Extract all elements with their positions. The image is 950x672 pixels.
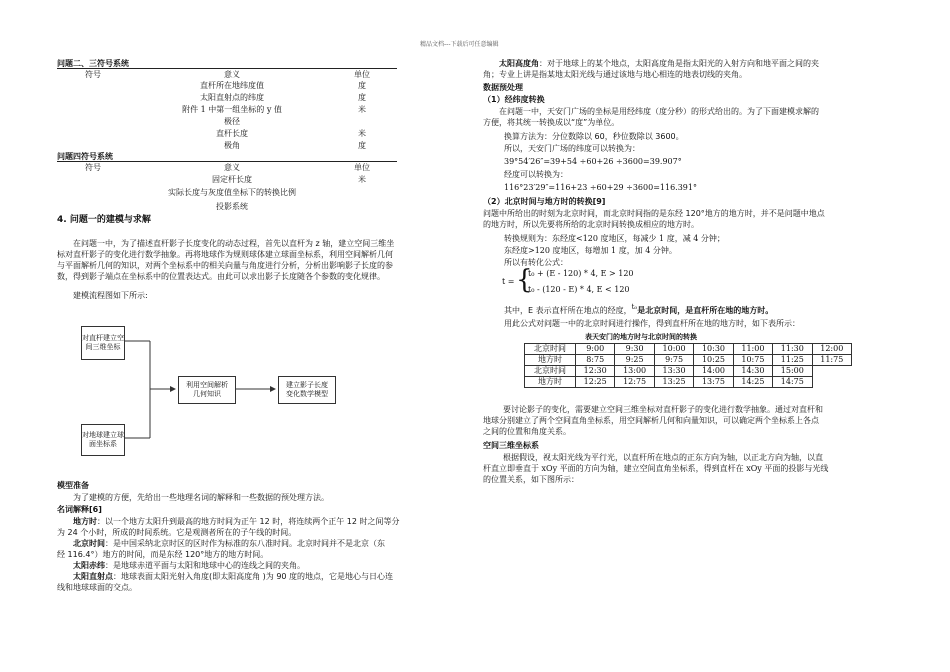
table-row: 北京时间 12:30 13:00 13:30 14:00 14:30 15:00 <box>525 366 852 377</box>
lat-lon-conversion-title: （1）经纬度转换 <box>483 95 545 104</box>
conversion-method: 换算方法为：分位数除以 60，秒位数除以 3600。 <box>504 132 684 141</box>
formula-case-2: t₀ - (120 - E) * 4, E < 120 <box>528 285 630 294</box>
page-header: 精品文档---下载后可任意编辑 <box>420 41 499 48</box>
formula-explanation: 其中，E 表示直杆所在地点的经度，t₀是北京时间，是直杆所在地的地方时。 <box>504 303 774 315</box>
table-row-meaning: 直杆所在地纬度值 <box>200 81 264 90</box>
conversion-rule-1: 转换规则为：东经度<120 度地区，每减少 1 度，减 4 分钟； <box>504 234 725 243</box>
time-conversion-title: （2）北京时间与地方时的转换[9] <box>483 197 606 206</box>
piecewise-formula <box>502 267 662 299</box>
list-item: 地方时：以一个地方太阳升到最高的地方时间为正午 12 时，将连续两个正午 12 时之间等分 <box>73 517 400 526</box>
longitude-formula: 116°23′29″=116+23 ÷60+29 ÷3600=116.391° <box>504 183 697 192</box>
space-3d-title: 空间三维坐标系 <box>483 441 539 450</box>
list-item: 太阳赤纬：是地球赤道平面与太阳和地球中心的连线之间的夹角。 <box>73 561 305 570</box>
longitude-intro: 经度可以转换为： <box>504 170 568 179</box>
table-row-unit: 米 <box>358 175 366 184</box>
section-title: 4. 问题一的建模与求解 <box>57 215 151 225</box>
flow-caption: 建模流程图如下所示: <box>73 291 148 300</box>
formula-lhs: t = <box>502 277 515 286</box>
table-row-meaning: 直杆长度 <box>216 129 248 138</box>
space-3d-paragraph: 根据假设，视太阳光线为平行光，以直杆所在地点的正东方向为轴，以正北方向为轴，以直 杆直立即垂直于 xOy 平面的方向为轴，建立空间直角坐标系，得到直杆在 xOy 平面的投影与光线 的位置关系，如下图所示： <box>483 453 829 484</box>
left-brace: { <box>516 265 533 295</box>
flow-box-analytic-geometry: 利用空间解析 几何知识 <box>178 376 236 404</box>
header-meaning: 意义 <box>224 70 240 79</box>
lat-lon-paragraph: 在问题一中，天安门广场的坐标是用经纬度（度分秒）的形式给出的。为了下面建模求解的 方便，将其统一转换成以“度”为单位。 <box>483 107 819 127</box>
q4-symbol-table <box>57 162 397 214</box>
list-item: 北京时间：是中国采纳北京时区的区时作为标准的东八准时间。北京时间并不是北京（东 <box>73 539 385 548</box>
apply-text: 用此公式对问题一中的北京时间进行操作，得到直杆所在地的地方时，如下表所示： <box>504 319 800 328</box>
header-symbol: 符号 <box>85 70 101 79</box>
table-row-unit: 度 <box>358 81 366 90</box>
solar-altitude-definition: 太阳高度角：对于地球上的某个地点，太阳高度角是指太阳光的入射方向和地平面之间的夹 角；专业上讲是指某地太阳光线与通过该地与地心相连的地表切线的夹角。 <box>483 59 819 79</box>
flow-box-earth-sphere: 对地球建立球 面坐标系 <box>81 424 125 456</box>
model-prep-text: 为了建模的方便，先给出一些地理名词的解释和一些数据的预处理方法。 <box>73 493 329 502</box>
table-row-meaning: 附件 1 中第一组坐标的 y 值 <box>182 105 282 114</box>
table-caption: 表天安门的地方时与北京时间的转换 <box>585 333 697 341</box>
table-row: 地方时 8:75 9:25 9:75 10:25 10:75 11:25 11:75 <box>525 355 852 366</box>
table-row-unit: 度 <box>358 93 366 102</box>
coordinate-paragraph: 要讨论影子的变化，需要建立空间三维坐标对直杆影子的变化进行数学抽象。通过对直杆和 地球分别建立了两个空间直角坐标系，用空间解析几何和向量知识，可以确定两个坐标系上各点 之间的位置和角度关系。 <box>483 405 823 436</box>
q2-symbol-table <box>57 69 397 149</box>
header-symbol: 符号 <box>85 163 101 172</box>
conversion-rule-2: 东经度>120 度地区，每增加 1 度，加 4 分钟。 <box>504 246 677 255</box>
data-preprocess-title: 数据预处理 <box>483 83 523 92</box>
table-row-meaning: 固定杆长度 <box>212 175 252 184</box>
table-row-meaning: 极径 <box>224 117 240 126</box>
list-item: 太阳直射点：地球表面太阳光射入角度(即太阳高度角 )为 90 度的地点，它是地心与日心连 <box>73 572 394 581</box>
q2-symbol-title: 问题二、三符号系统 <box>57 59 129 68</box>
model-prep-title: 模型准备 <box>57 481 89 490</box>
latitude-formula: 39°54′26″=39+54 ÷60+26 ÷3600=39.907° <box>504 157 682 166</box>
table-row: 北京时间 9:00 9:30 10:00 10:30 11:00 11:30 12:00 <box>525 344 852 355</box>
table-row-unit: 度 <box>358 141 366 150</box>
header-meaning: 意义 <box>224 163 240 172</box>
flow-box-shadow-model: 建立影子长度 变化数学模型 <box>278 376 336 404</box>
table-row: 地方时 12:25 12:75 13:25 13:75 14:25 14:75 <box>525 377 852 388</box>
table-row-unit: 米 <box>358 105 366 114</box>
time-conversion-table <box>524 343 852 388</box>
time-conversion-paragraph: 问题中所给出的时刻为北京时间，而北京时间指的是东经 120°地方的地方时，并不是问题中地点 的地方时，所以先要将所给的北京时间转换成相应的地方时。 <box>483 209 825 229</box>
table-row-meaning: 投影系统 <box>216 202 248 211</box>
header-unit: 单位 <box>354 70 370 79</box>
terms-title: 名词解释[6] <box>57 505 102 514</box>
flow-box-rod-3d: 对直杆建立空 间三维坐标 <box>81 326 125 360</box>
table-row-meaning: 实际长度与灰度值坐标下的转换比例 <box>168 188 296 197</box>
latitude-intro: 所以，天安门广场的纬度可以转换为： <box>504 144 640 153</box>
formula-case-1: t₀ + (E - 120) * 4, E > 120 <box>528 269 634 278</box>
formula-intro: 所以有转化公式： <box>504 258 568 267</box>
terms-list: 地方时：以一个地方太阳升到最高的地方时间为正午 12 时，将连续两个正午 12 时之间等分 为 24 个小时，所成的时间系统。它是观测者所在的子午线的时间。 北京时间：是中国采纳北京时区的区时作为标准的东八准时间。北京时间并不是北京（东 经 116.4°）地方的时间，而是东经 120°地方的地方时间。 太阳赤纬：是地球赤道平面与太阳和地球中心的连线之间的夹角。 太阳直射点：地球表面太阳光射入角度(即太阳高度角 )为 90 度的地点，它是地心与日心连 线和地球球面的交点。 <box>57 516 402 593</box>
q4-symbol-title: 问题四符号系统 <box>57 152 113 161</box>
header-unit: 单位 <box>354 163 370 172</box>
table-row-meaning: 极角 <box>224 141 240 150</box>
table-row-meaning: 太阳直射点的纬度 <box>200 93 264 102</box>
table-row-unit: 米 <box>358 129 366 138</box>
intro-paragraph: 在问题一中，为了描述直杆影子长度变化的动态过程，首先以直杆为 z 轴，建立空间三维坐 标对直杆影子的变化进行数学抽象。再将地球作为规则球体建立球面坐标系，利用空间解析几何 与平面解析几何的知识，对两个坐标系中的相关向量与角度进行分析，分析出影响影子长度的参 数，得到影子端点在坐标系中的位置表达式。由此可以求出影子长度随各个参数的变化规律。 <box>57 239 395 281</box>
